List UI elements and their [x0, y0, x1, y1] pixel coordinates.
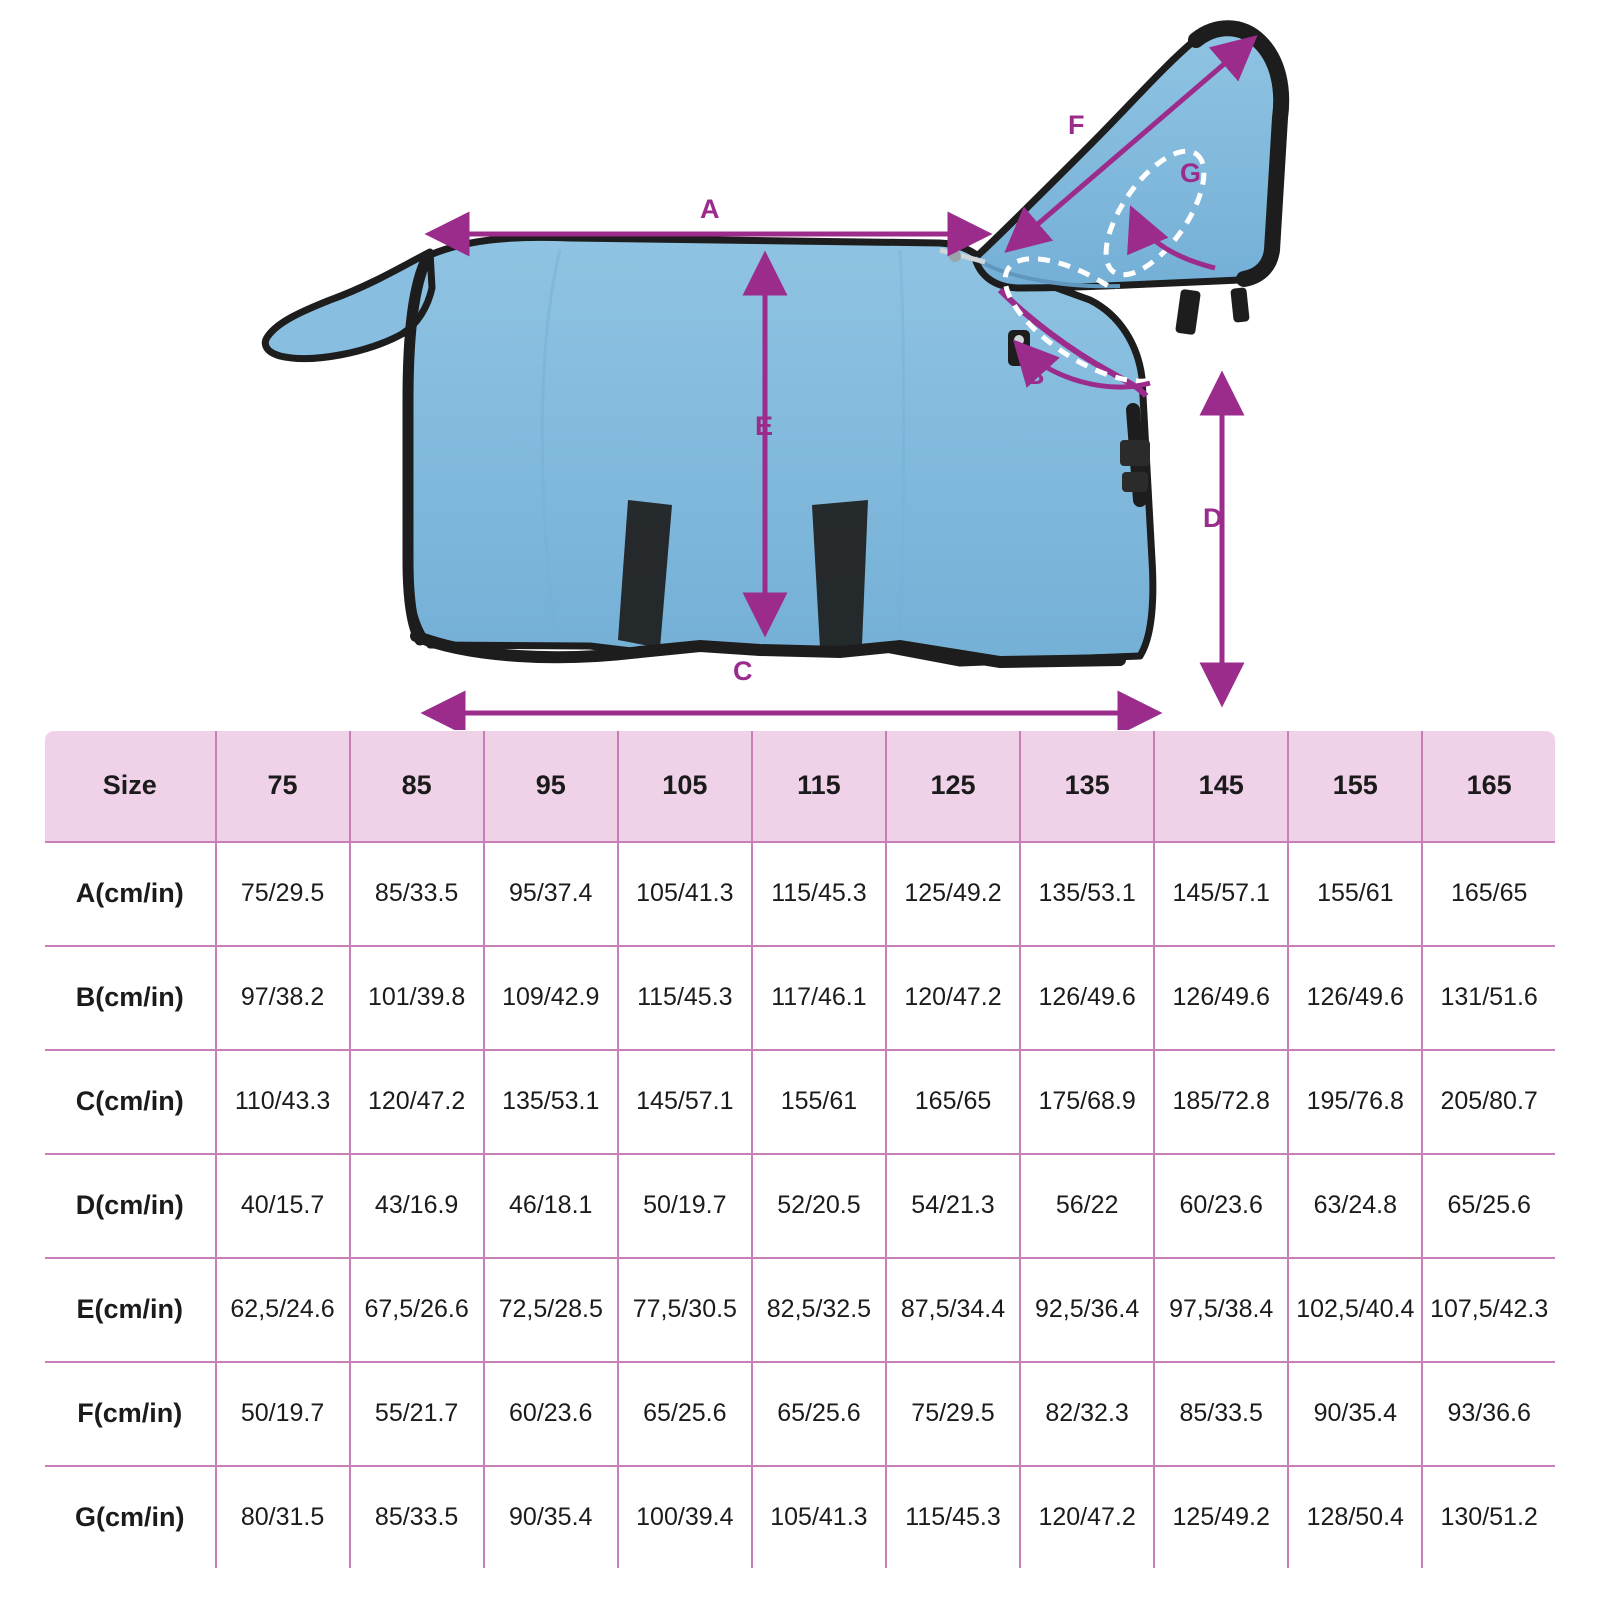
row-label-b: B(cm/in) — [44, 946, 216, 1050]
row-label-a: A(cm/in) — [44, 842, 216, 946]
cell-d-115: 52/20.5 — [752, 1154, 886, 1258]
header-size: Size — [44, 730, 216, 842]
header-size-135: 135 — [1020, 730, 1154, 842]
cell-a-115: 115/45.3 — [752, 842, 886, 946]
cell-c-75: 110/43.3 — [216, 1050, 350, 1154]
cell-g-145: 125/49.2 — [1154, 1466, 1288, 1570]
size-table-container — [42, 728, 1558, 1571]
cell-e-145: 97,5/38.4 — [1154, 1258, 1288, 1362]
cell-d-75: 40/15.7 — [216, 1154, 350, 1258]
cell-b-105: 115/45.3 — [618, 946, 752, 1050]
cell-b-145: 126/49.6 — [1154, 946, 1288, 1050]
cell-c-85: 120/47.2 — [350, 1050, 484, 1154]
cell-c-135: 175/68.9 — [1020, 1050, 1154, 1154]
table-row — [44, 1362, 1557, 1466]
cell-f-135: 82/32.3 — [1020, 1362, 1154, 1466]
cell-d-85: 43/16.9 — [350, 1154, 484, 1258]
cell-f-95: 60/23.6 — [484, 1362, 618, 1466]
cell-d-145: 60/23.6 — [1154, 1154, 1288, 1258]
cell-g-165: 130/51.2 — [1422, 1466, 1556, 1570]
cell-f-165: 93/36.6 — [1422, 1362, 1556, 1466]
cell-g-95: 90/35.4 — [484, 1466, 618, 1570]
cell-g-155: 128/50.4 — [1288, 1466, 1422, 1570]
header-size-105: 105 — [618, 730, 752, 842]
cell-e-75: 62,5/24.6 — [216, 1258, 350, 1362]
neck-straps — [1175, 287, 1250, 335]
row-label-g: G(cm/in) — [44, 1466, 216, 1570]
label-c: C — [733, 656, 753, 686]
cell-a-155: 155/61 — [1288, 842, 1422, 946]
cell-g-75: 80/31.5 — [216, 1466, 350, 1570]
cell-c-155: 195/76.8 — [1288, 1050, 1422, 1154]
cell-e-155: 102,5/40.4 — [1288, 1258, 1422, 1362]
cell-a-85: 85/33.5 — [350, 842, 484, 946]
label-b: B — [1025, 360, 1045, 390]
cell-f-125: 75/29.5 — [886, 1362, 1020, 1466]
header-size-125: 125 — [886, 730, 1020, 842]
cell-c-165: 205/80.7 — [1422, 1050, 1556, 1154]
header-size-115: 115 — [752, 730, 886, 842]
cell-f-155: 90/35.4 — [1288, 1362, 1422, 1466]
cell-d-95: 46/18.1 — [484, 1154, 618, 1258]
cell-f-85: 55/21.7 — [350, 1362, 484, 1466]
cell-c-95: 135/53.1 — [484, 1050, 618, 1154]
table-body — [44, 842, 1557, 1570]
cell-g-105: 100/39.4 — [618, 1466, 752, 1570]
cell-a-135: 135/53.1 — [1020, 842, 1154, 946]
cell-f-105: 65/25.6 — [618, 1362, 752, 1466]
cell-c-115: 155/61 — [752, 1050, 886, 1154]
cell-a-125: 125/49.2 — [886, 842, 1020, 946]
row-label-f: F(cm/in) — [44, 1362, 216, 1466]
row-label-c: C(cm/in) — [44, 1050, 216, 1154]
table-row — [44, 842, 1557, 946]
cell-d-125: 54/21.3 — [886, 1154, 1020, 1258]
cell-e-165: 107,5/42.3 — [1422, 1258, 1556, 1362]
table-row — [44, 1466, 1557, 1570]
header-size-85: 85 — [350, 730, 484, 842]
rug-illustration-body — [265, 28, 1281, 663]
header-size-155: 155 — [1288, 730, 1422, 842]
table-row — [44, 1258, 1557, 1362]
cell-a-105: 105/41.3 — [618, 842, 752, 946]
cell-b-155: 126/49.6 — [1288, 946, 1422, 1050]
header-size-165: 165 — [1422, 730, 1556, 842]
cell-b-85: 101/39.8 — [350, 946, 484, 1050]
cell-b-75: 97/38.2 — [216, 946, 350, 1050]
label-g: G — [1180, 158, 1202, 188]
cell-g-125: 115/45.3 — [886, 1466, 1020, 1570]
header-size-75: 75 — [216, 730, 350, 842]
cell-b-125: 120/47.2 — [886, 946, 1020, 1050]
table-header — [44, 730, 1557, 842]
cell-b-95: 109/42.9 — [484, 946, 618, 1050]
cell-f-145: 85/33.5 — [1154, 1362, 1288, 1466]
cell-b-135: 126/49.6 — [1020, 946, 1154, 1050]
label-d: D — [1203, 503, 1223, 533]
label-e: E — [755, 411, 774, 441]
label-f: F — [1068, 110, 1085, 140]
size-table — [42, 728, 1558, 1571]
cell-g-115: 105/41.3 — [752, 1466, 886, 1570]
cell-c-145: 185/72.8 — [1154, 1050, 1288, 1154]
cell-f-75: 50/19.7 — [216, 1362, 350, 1466]
cell-g-85: 85/33.5 — [350, 1466, 484, 1570]
table-row — [44, 946, 1557, 1050]
table-header-row — [44, 730, 1557, 842]
cell-b-165: 131/51.6 — [1422, 946, 1556, 1050]
cell-e-85: 67,5/26.6 — [350, 1258, 484, 1362]
table-row — [44, 1050, 1557, 1154]
cell-a-165: 165/65 — [1422, 842, 1556, 946]
row-label-e: E(cm/in) — [44, 1258, 216, 1362]
cell-a-145: 145/57.1 — [1154, 842, 1288, 946]
cell-c-125: 165/65 — [886, 1050, 1020, 1154]
cell-d-135: 56/22 — [1020, 1154, 1154, 1258]
cell-e-125: 87,5/34.4 — [886, 1258, 1020, 1362]
cell-b-115: 117/46.1 — [752, 946, 886, 1050]
header-size-145: 145 — [1154, 730, 1288, 842]
cell-c-105: 145/57.1 — [618, 1050, 752, 1154]
cell-e-95: 72,5/28.5 — [484, 1258, 618, 1362]
label-a: A — [700, 194, 720, 224]
row-label-d: D(cm/in) — [44, 1154, 216, 1258]
cell-d-155: 63/24.8 — [1288, 1154, 1422, 1258]
cell-e-105: 77,5/30.5 — [618, 1258, 752, 1362]
cell-d-105: 50/19.7 — [618, 1154, 752, 1258]
product-measurement-illustration — [0, 0, 1600, 730]
cell-e-115: 82,5/32.5 — [752, 1258, 886, 1362]
cell-e-135: 92,5/36.4 — [1020, 1258, 1154, 1362]
cell-a-95: 95/37.4 — [484, 842, 618, 946]
cell-g-135: 120/47.2 — [1020, 1466, 1154, 1570]
cell-f-115: 65/25.6 — [752, 1362, 886, 1466]
header-size-95: 95 — [484, 730, 618, 842]
table-row — [44, 1154, 1557, 1258]
cell-d-165: 65/25.6 — [1422, 1154, 1556, 1258]
cell-a-75: 75/29.5 — [216, 842, 350, 946]
